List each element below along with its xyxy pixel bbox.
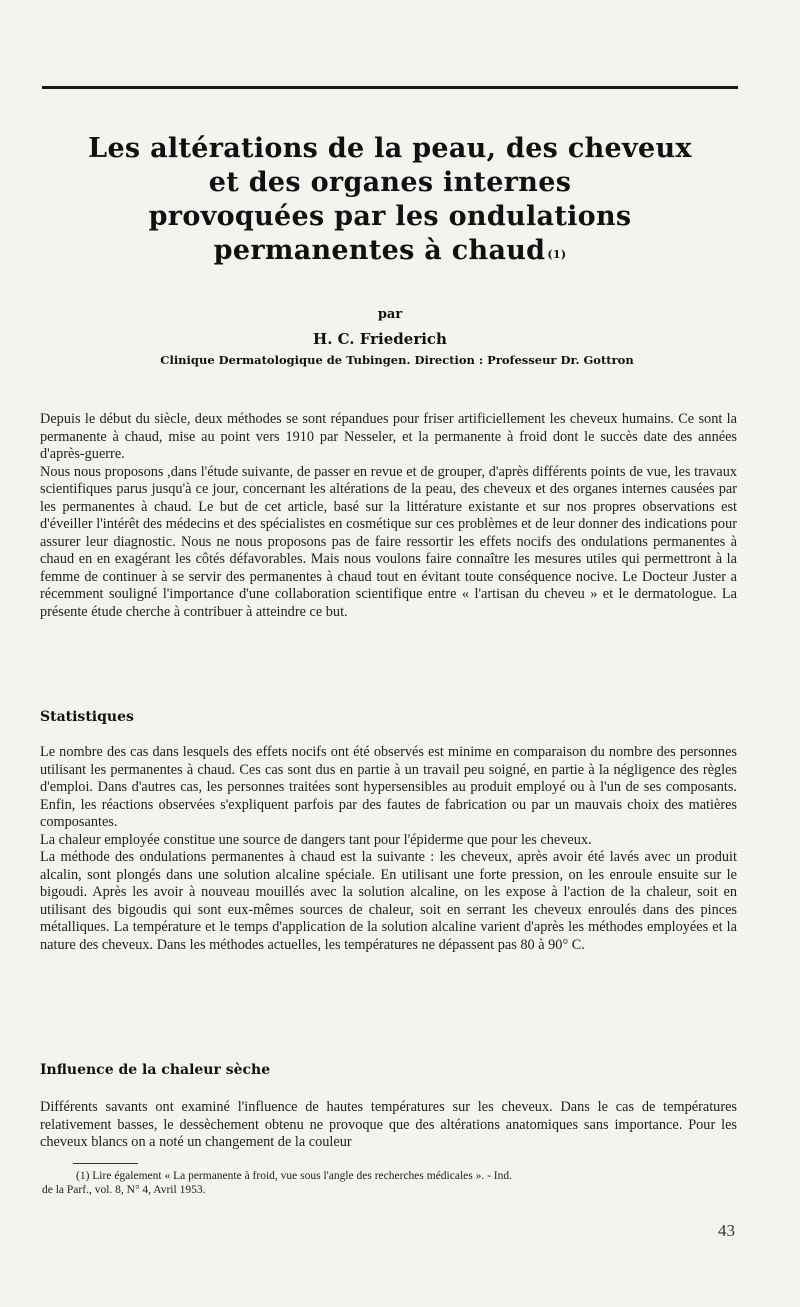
byline-par: par <box>377 307 403 322</box>
page-number: 43 <box>718 1221 735 1240</box>
body-paragraph: La méthode des ondulations permanentes à chaud est la suivante : les cheveux, après avoir été lavés avec un produit alcalin, sont plongés dans une solution alcaline spéciale. En utilisant une forte pression, on les enroule ensuite sur le bigoudi. Après les avoir à nouveau mouillés avec la solution alcaline, on les expose à l'action de la chaleur, soit en utilisant des bigoudis qui sont eux-mêmes sources de chaleur, soit en serrant les cheveux enroulés dans des pinces métalliques. La température et le temps d'application de la solution alcaline varient d'après les méthodes employées et la nature des cheveux. Dans les méthodes actuelles, les températures ne dépassent pas 80 à 90° C. <box>40 849 737 953</box>
header-rule <box>42 86 738 89</box>
title-line-3: provoquées par les ondulations <box>148 201 632 232</box>
author-affiliation: Clinique Dermatologique de Tubingen. Direction : Professeur Dr. Gottron <box>160 353 634 367</box>
intro-paragraph: Nous nous proposons ,dans l'étude suivante, de passer en revue et de grouper, d'après différents points de vue, les travaux scientifiques parus jusqu'à ce jour, concernant les altérations de la peau, des cheveux et des organes internes causées par les permanentes à chaud. Le but de cet article, basé sur la littérature existante et sur nos propres observations est d'éveiller l'intérêt des médecins et des spécialistes en cosmétique sur ces problèmes et de leur donner des indications pour assurer leur diagnostic. Nous ne nous proposons pas de faire ressortir les effets nocifs des ondulations permanentes à chaud en en exagérant les côtés défavorables. Mais nous voulons faire connaître les mesures utiles qui permettront à la femme de continuer à se servir des permanentes à chaud tout en évitant toute conséquence nocive. Le Docteur Juster a récemment souligné l'importance d'une collaboration scientifique entre « l'artisan du cheveu » et le dermatologue. La présente étude cherche à contribuer à atteindre ce but. <box>40 463 737 620</box>
title-line-2: et des organes internes <box>208 167 572 198</box>
footnote-line: de la Parf., vol. 8, N° 4, Avril 1953. <box>42 1184 206 1196</box>
title-footnote-marker: (1) <box>547 248 567 261</box>
statistiques-text <box>40 744 737 954</box>
intro-paragraph: Depuis le début du siècle, deux méthodes se sont répandues pour friser artificiellement les cheveux humains. Ce sont la permanente à chaud, mise au point vers 1910 par Nesseler, et la permanente à froid dont le succès date des années d'après-guerre. <box>40 411 737 462</box>
article-title <box>42 132 738 268</box>
body-paragraph: Le nombre des cas dans lesquels des effets nocifs ont été observés est minime en comparaison du nombre des personnes utilisant les permanentes à chaud. Ces cas sont dus en partie à un travail peu soigné, en partie à la négligence des règles d'emploi. Dans d'autres cas, les personnes traitées sont hypersensibles au produit employé ou à l'un de ses composants. Enfin, les réactions observées s'expliquent parfois par des fautes de fabrication ou par un mauvais choix des matières composantes. <box>40 744 737 830</box>
footnote-line: (1) Lire également « La permanente à froid, vue sous l'angle des recherches médicales ». - Ind. <box>76 1170 513 1182</box>
intro-text <box>40 411 737 621</box>
section-heading-statistiques: Statistiques <box>40 709 134 725</box>
footnote <box>42 1169 738 1197</box>
chaleur-text <box>40 1099 737 1152</box>
title-line-1: Les altérations de la peau, des cheveux <box>88 133 692 164</box>
title-line-4: permanentes à chaud <box>213 235 546 266</box>
body-paragraph: Différents savants ont examiné l'influence de hautes températures sur les cheveux. Dans le cas de températures relativement basses, le dessèchement obtenu ne provoque que des altérations anatomiques sans importance. Pour les cheveux blancs on a noté un changement de la couleur <box>40 1099 737 1150</box>
footnote-rule <box>73 1163 138 1164</box>
author-name: H. C. Friederich <box>313 330 447 348</box>
body-paragraph: La chaleur employée constitue une source de dangers tant pour l'épiderme que pour les cheveux. <box>40 831 592 848</box>
section-heading-chaleur: Influence de la chaleur sèche <box>40 1062 271 1078</box>
